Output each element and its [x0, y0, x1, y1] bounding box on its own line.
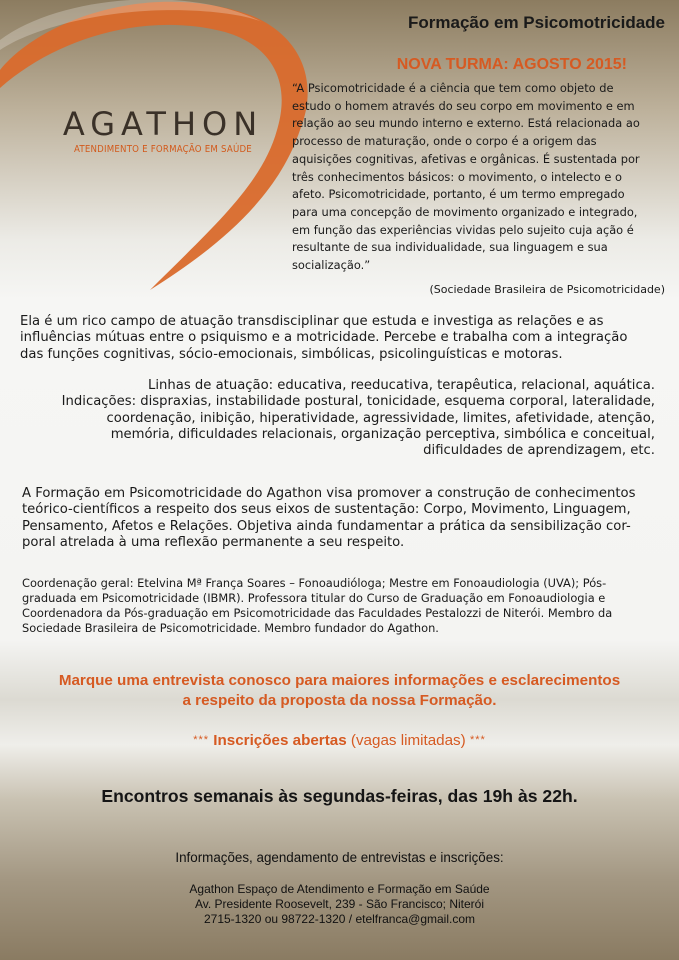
weekly-schedule: Encontros semanais às segundas-feiras, das 19h às 22h.: [101, 786, 578, 806]
stars-right: ***: [469, 734, 486, 746]
agathon-logo: [58, 105, 268, 155]
intro-paragraph: Ela é um rico campo de atuação transdisciplinar que estuda e investiga as relações e as influências mútuas entre o psiquismo e a motricidade. Percebe e trabalha com a integração das funções cognitivas, sócio-emocionais, simbólicas, psicolinguísticas e motoras.: [20, 314, 628, 362]
program-description: A Formação em Psicomotricidade do Agathon visa promover a construção de conhecimentos teórico-científicos a respeito dos seus eixos de sustentação: Corpo, Movimento, Linguagem, Pensamento, Afetos e Relações. Objetiva ainda fundamentar a prática da sensibilização cor- poral atrelada à uma reflexão permanente a seu respeito.: [22, 486, 636, 550]
signup-note: (vagas limitadas): [350, 732, 466, 749]
signup-open: Inscrições abertas: [213, 732, 347, 749]
lines-of-action: Linhas de atuação: educativa, reeducativa, terapêutica, relacional, aquática. Indicações: dispraxias, instabilidade postural, tonicidade, esquema corporal, lateralidade, coordenação, inibição, hiperatividade, agressividade, limites, afetividade, atenção, memória, dificuldades relacionais, organização perceptiva, simbólica e conceitual, dificuldades de aprendizagem, etc.: [61, 378, 655, 459]
quote-source: (Sociedade Brasileira de Psicomotricidade): [429, 283, 665, 296]
definition-quote: “A Psicomotricidade é a ciência que tem como objeto de estudo o homem através do seu corpo em movimento e em relação ao seu mundo interno e externo. Está relacionada ao processo de maturação, onde o corpo é a origem das aquisições cognitivas, afetivas e orgânicas. É sustentada por três conhecimentos básicos: o movimento, o intelecto e o afeto. Psicomotricidade, portanto, é um termo empregado para uma concepção de movimento organizado e integrado, em função das experiências vividas pelo sujeito cuja ação é resultante de sua individualidade, sua linguagem e sua socialização.”: [292, 81, 640, 273]
contact-address: Agathon Espaço de Atendimento e Formação em Saúde Av. Presidente Roosevelt, 239 - São Francisco; Niterói 2715-1320 ou 98722-1320 / etelfranca@gmail.com: [189, 882, 490, 926]
interview-call-to-action: Marque uma entrevista conosco para maiores informações e esclarecimentos a respeito da proposta da nossa Formação.: [58, 672, 621, 709]
logo-tagline: ATENDIMENTO E FORMAÇÃO EM SAÚDE: [74, 144, 252, 155]
coordination-info: Coordenação geral: Etelvina Mª França Soares – Fonoaudióloga; Mestre em Fonoaudiologia (UVA); Pós- graduada em Psicomotricidade (IBMR). Professora titular do Curso de Graduação em Fonoaudiologia e Coordenadora da Pós-graduação em Psicomotricidade das Faculdades Pestalozzi de Niterói. Membro da Sociedade Brasileira de Psicomotricidade. Membro fundador do Agathon.: [22, 576, 613, 635]
new-class-announcement: NOVA TURMA: AGOSTO 2015!: [396, 56, 627, 73]
logo-name: AGATHON: [62, 105, 264, 143]
info-heading: Informações, agendamento de entrevistas e inscrições:: [175, 850, 504, 865]
page-title: Formação em Psicomotricidade: [408, 13, 665, 32]
stars-left: ***: [193, 734, 210, 746]
signup-banner: [0, 732, 679, 749]
